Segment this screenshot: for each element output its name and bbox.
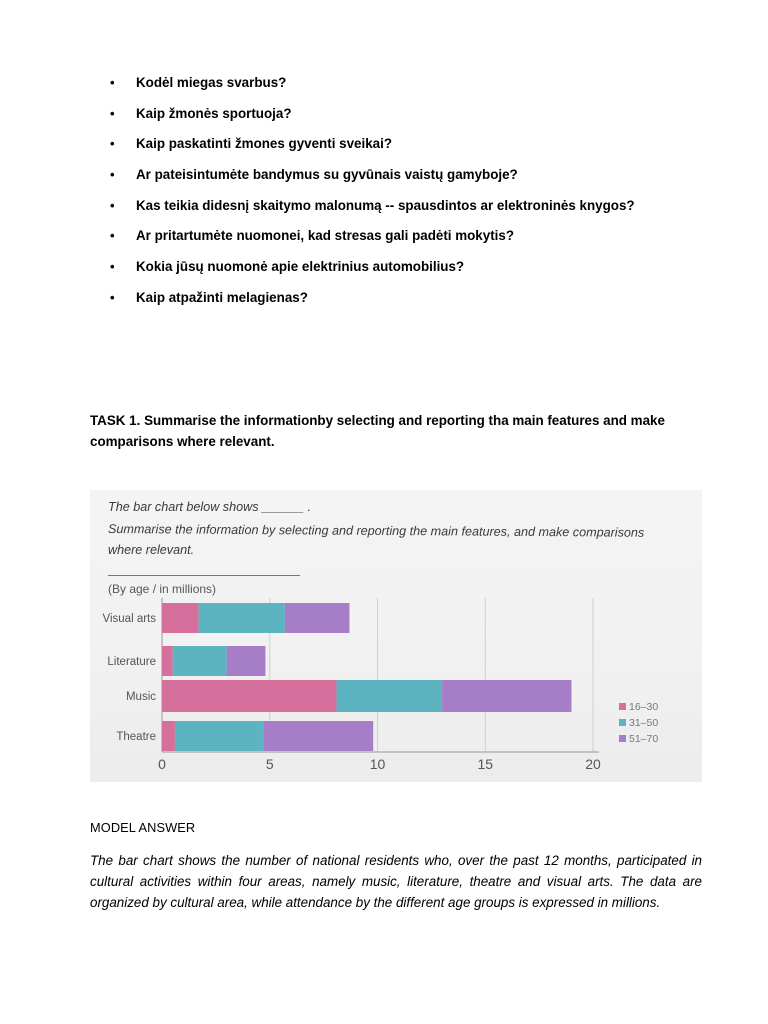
bullet-glyph: • (110, 289, 115, 305)
task-instruction: TASK 1. Summarise the informationby selecting and reporting tha main features and make comparisons where relevant. (90, 413, 665, 449)
bullet-glyph: • (110, 136, 115, 152)
bar-segment (227, 646, 266, 676)
bullet-glyph: • (110, 228, 115, 244)
bullet-glyph: • (110, 75, 115, 90)
bullet-glyph: • (110, 197, 115, 213)
list-item-text: Kaip atpažinti melagienas? (136, 289, 308, 305)
legend-swatch (619, 735, 626, 742)
list-item-text: Kaip paskatinti žmones gyventi sveikai? (136, 136, 392, 152)
list-item (110, 73, 635, 104)
x-tick-label: 15 (477, 756, 494, 772)
bar-segment (285, 603, 350, 633)
model-answer-heading: MODEL ANSWER (90, 820, 196, 835)
bullet-list (110, 73, 635, 319)
list-item (110, 196, 635, 227)
category-label: Literature (107, 656, 156, 668)
list-item (110, 134, 635, 165)
bar-segment (173, 646, 227, 676)
photo-line-2: Summarise the information by selecting and reporting the main features, and make comparisons (107, 522, 645, 540)
category-label: Theatre (116, 731, 156, 743)
legend-label: 16–30 (629, 701, 659, 713)
bar-segment (337, 680, 443, 712)
list-item (110, 104, 635, 135)
x-tick-label: 10 (369, 756, 386, 772)
photo-line-1: The bar chart below shows ______ . (108, 500, 312, 514)
bar-segment (199, 603, 285, 633)
x-tick-label: 5 (265, 756, 274, 772)
list-item (110, 165, 635, 196)
list-item-text: Kas teikia didesnį skaitymo malonumą -- spausdintos ar elektroninės knygos? (136, 197, 635, 213)
photo-line-3: where relevant. (108, 543, 195, 557)
list-item-text: Ar pritartumėte nuomonei, kad stresas gali padėti mokytis? (136, 228, 515, 244)
list-item (110, 288, 635, 319)
legend-label: 51–70 (629, 733, 659, 745)
legend-swatch (619, 719, 626, 726)
legend-swatch (619, 703, 626, 710)
bar-segment (263, 721, 373, 751)
bullet-glyph: • (110, 259, 115, 275)
bar-segment (162, 680, 337, 712)
bar-segment (162, 721, 175, 751)
list-item-text: Ar pateisintumėte bandymus su gyvūnais vaistų gamyboje? (136, 167, 518, 183)
bar-segment (442, 680, 571, 712)
chart-photo (90, 490, 702, 782)
x-tick-label: 20 (585, 756, 601, 772)
stacked-bar-chart (90, 490, 702, 782)
list-item (110, 257, 635, 288)
legend-label: 31–50 (629, 717, 659, 729)
bar-segment (162, 603, 199, 633)
bar-segment (175, 721, 263, 751)
bullet-glyph: • (110, 105, 115, 121)
category-label: Music (125, 691, 156, 703)
chart-unit-label: (By age / in millions) (108, 582, 217, 596)
bar-segment (162, 646, 173, 676)
category-label: Visual arts (102, 613, 156, 625)
list-item-text: Kaip žmonės sportuoja? (136, 105, 292, 121)
list-item-text: Kodėl miegas svarbus? (136, 75, 287, 90)
list-item-text: Kokia jūsų nuomonė apie elektrinius automobilius? (136, 259, 465, 275)
bullet-glyph: • (110, 167, 115, 183)
list-item (110, 226, 635, 257)
model-answer-body: The bar chart shows the number of national residents who, over the past 12 months, participated in cultural activities within four areas, namely music, literature, theatre and visual arts. The data are organized by cultural area, while attendance by the different age groups is expressed in millions. (90, 853, 702, 910)
x-tick-label: 0 (158, 756, 166, 772)
